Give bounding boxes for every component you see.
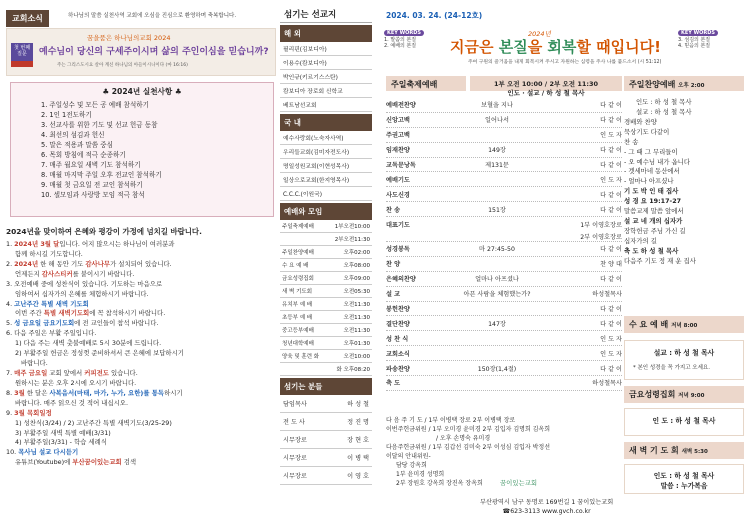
theme-verse: 주여 구원의 즐거움을 내게 회복시켜 주시고 자원하는 심령을 주사 나를 붙드소서 (시 51:12) bbox=[468, 60, 662, 65]
wed-service-box: 설교 : 하 성 철 목사 * 본인 성경을 꼭 가지고 오세요. bbox=[624, 340, 744, 380]
order-row: 파송찬양 150장(1,4절) 다 같 이 bbox=[386, 361, 622, 376]
church-address: 부산광역시 남구 동명로 169번길 1 꿈이있는교회 ☎623-3113 www.gvch.co.kr bbox=[480, 499, 614, 516]
order-row: 결단찬양 147장 다 같 이 bbox=[386, 316, 622, 331]
news-item-9-1: 1) 성찬식(3/24) / 2) 고난주간 특별 새벽기도(3/25-29) bbox=[15, 418, 172, 427]
wed-service-title: 수 요 예 배 저녁 8:00 bbox=[624, 316, 744, 333]
praise-order: 인도 : 하 성 철 목사 설교 : 하 성 철 목사 경배와 찬양 묵상기도 다같이 찬 송 - 그 때 그 무리들이 - 오 예수님 내가 옵니다 - 겟세마네 동산에서 - 얼마나 아프셨나 기 도 박 인 태 집사 성 경 요 19:17-27 말씀교제 말씀 앞에서 설 교 네 개의 십자가 장학헌금 주님 가신 길 십자가의 길 축 도 하 성 철 목사 다음주 기도 정 재 운 집사 bbox=[624, 98, 696, 265]
worship-row: 중고등부예배 오전11:30 bbox=[280, 324, 372, 337]
mission-item: 일상으로교회(한지영목사) bbox=[280, 173, 372, 187]
worship-header: 예배와 모임 bbox=[280, 203, 372, 220]
news-item-6-2-cont: 바랍니다. bbox=[21, 359, 48, 368]
order-row: 성경봉독 마 27:45-50 다 같 이 bbox=[386, 242, 622, 257]
worship-row: 주일찬양예배 오후02:00 bbox=[280, 246, 372, 259]
practice-box bbox=[10, 82, 274, 217]
mission-item: 필리핀(김보디아) bbox=[280, 42, 372, 56]
worship-row: 청년대학예배 오후01:30 bbox=[280, 337, 372, 350]
banner-verse: 주는 그리스도시요 살아 계신 하나님의 아들이시니이다 (마 16:16) bbox=[57, 63, 188, 68]
news-item-6-1: 1) 다음 주는 새벽 춧불예배로 5시 30분에 드립니다. bbox=[15, 339, 162, 348]
order-row: 설 교 아픈 사람을 체험했는가? 하성철목사 bbox=[386, 287, 622, 302]
theme-year: 2024년 bbox=[528, 30, 551, 38]
mission-item: C.C.C.(이원국) bbox=[280, 187, 372, 201]
main-service-time: 1부 오전 10:00 / 2부 오전 11:30 bbox=[470, 76, 622, 91]
practice-item: 1. 주일성수 및 모든 공 예배 참석하기 bbox=[41, 101, 150, 109]
church-logo: 꿈이있는교회 bbox=[500, 479, 538, 487]
server-row: 전 도 사 정 진 명 bbox=[280, 413, 372, 431]
bulletin-panel bbox=[380, 4, 746, 526]
keywords-left: KEY WORDS 1. 말씀의 본질 2. 예배의 본질 bbox=[384, 30, 424, 50]
question-banner bbox=[6, 28, 276, 76]
worship-row: 화 오후08:20 bbox=[280, 363, 372, 376]
practice-item: 3. 선교사를 위한 기도 및 선교 헌금 동참 bbox=[41, 121, 158, 130]
order-row: 교독문낭독 제131문 다 같 이 bbox=[386, 158, 622, 173]
server-row: 담임목사 하 성 철 bbox=[280, 395, 372, 413]
news-item-10-cont: 유튜브(Youtube)에 부산꿈이있는교회 검색 bbox=[15, 458, 137, 467]
practice-item: 9. 매월 첫 금요일 전 교인 참석하기 bbox=[41, 181, 143, 190]
mission-column bbox=[280, 6, 372, 526]
news-panel bbox=[6, 6, 276, 526]
news-item-3: 3. 오전예배 중에 성찬식이 있습니다. 기도하는 마음으로 bbox=[6, 279, 163, 288]
mission-item: 베트남선교회 bbox=[280, 98, 372, 112]
news-item-10: 10. 목사님 설교 다시듣기 bbox=[6, 448, 79, 457]
order-row: 찬 송 151장 다 같 이 bbox=[386, 202, 622, 217]
fri-service-title: 금요성령집회 저녁 9:00 bbox=[624, 386, 744, 403]
practice-item: 4. 최선의 섬김과 헌신 bbox=[41, 131, 105, 140]
banner-tag: 첫 번째 질문 bbox=[11, 43, 33, 61]
news-heading: 2024년을 맞이하여 은혜와 평강이 가정에 넘치길 바랍니다. bbox=[6, 227, 202, 236]
news-item-9: 9. 3월 목회일정 bbox=[6, 408, 52, 417]
news-item-4-cont: 이번 주간 특별 새벽기도회에 꼭 참석하시기 바랍니다. bbox=[15, 309, 166, 318]
news-item-6: 6. 다음 주일은 부활 주일입니다. bbox=[6, 329, 97, 338]
news-item-7: 7. 매주 금요일 교회 앞에서 커피전도 있습니다. bbox=[6, 368, 138, 377]
order-row: 예배전찬양 보혈을 지나 다 같 이 bbox=[386, 98, 622, 113]
server-row: 시무장로 장 현 호 bbox=[280, 431, 372, 449]
mission-item: 우리들교회(김미자전도사) bbox=[280, 145, 372, 159]
mission-item: 캄보디아 장로회 신학교 bbox=[280, 84, 372, 98]
main-service-title: 주일축제예배 bbox=[386, 76, 466, 91]
practice-item: 5. 말은 적용과 말씀 중심 bbox=[41, 141, 114, 150]
news-header: 교회소식 bbox=[6, 10, 49, 27]
domestic-header: 국 내 bbox=[280, 114, 372, 131]
order-row: 봉헌찬양 다 같 이 bbox=[386, 302, 622, 317]
news-item-9-2: 3) 부활주일 새벽 특별 예배(3/31) bbox=[15, 428, 111, 437]
order-row: 신앙고백 일어나서 다 같 이 bbox=[386, 113, 622, 128]
news-item-8-cont: 바랍니다. 매주 읽으신 것 적어 내십시오. bbox=[15, 398, 128, 407]
dawn-service-box: 인도 : 하 성 철 목사 말씀 : 누가복음 bbox=[624, 464, 744, 494]
banner-top: 꿈을품은 하나님의교회 2024 bbox=[87, 34, 171, 42]
worship-row: 유치부 예 배 오전11:30 bbox=[280, 298, 372, 311]
next-week-info: 다 음 주 기 도 / 1부 이병택 장로 2부 이병택 장로 이번주헌금위원 / 1부 오미경 윤미경 2부 김입자 김명희 김옥희 / 오후 손명숙 유미경 다음주헌금위원 / 1부 김갑선 김미숙 2부 이성심 김입자 박정선 이달의 안내위원- 담당 강옥희 1부 윤미경 성명희 2부 장원호 강옥희 장진옥 장옥희 bbox=[386, 417, 551, 487]
worship-row: 주일축제예배 1부오전10:00 bbox=[280, 220, 372, 233]
worship-row: 금요성령집회 오후09:00 bbox=[280, 272, 372, 285]
praise-service-title: 주일찬양예배 오후 2:00 bbox=[624, 76, 744, 91]
worship-row: 양육 및 훈련 화 오전10:00 bbox=[280, 350, 372, 363]
mission-item: 명일성원교회(이현성목사) bbox=[280, 159, 372, 173]
bulletin-date: 2024. 03. 24. (24-12호) bbox=[386, 11, 483, 20]
news-item-9-3: 4) 부활주일(3/31) - 학습 세례식 bbox=[15, 438, 107, 447]
order-row: 성 찬 식 인 도 자 bbox=[386, 331, 622, 346]
order-row: 은혜의찬양 얼마나 아프셨나 다 같 이 bbox=[386, 272, 622, 287]
practice-item: 6. 목회 방침에 적극 순종하기 bbox=[41, 151, 126, 160]
news-list bbox=[6, 226, 276, 468]
server-row: 시무장로 이 영 호 bbox=[280, 467, 372, 485]
fri-service-box: 인 도 : 하 성 철 목사 bbox=[624, 408, 744, 436]
servers-header: 섬기는 분들 bbox=[280, 378, 372, 395]
worship-row: 새 벽 기도회 오전05:30 bbox=[280, 285, 372, 298]
worship-row: 2부오전11:30 bbox=[280, 233, 372, 246]
practice-title: ♣ 2024년 실천사항 ♣ bbox=[102, 87, 182, 96]
order-row: 예배기도 인 도 자 bbox=[386, 172, 622, 187]
banner-tag-accent bbox=[11, 61, 33, 67]
worship-row: 초등부 예 배 오전11:30 bbox=[280, 311, 372, 324]
news-item-8: 8. 3월 한 달은 사복음서(마태, 마가, 누가, 요한)를 통독하시기 bbox=[6, 388, 183, 397]
overseas-header: 해 외 bbox=[280, 25, 372, 42]
order-row: 대표기도 1부 이영호장로 bbox=[386, 222, 622, 230]
order-row: 교회소식 인 도 자 bbox=[386, 346, 622, 361]
news-item-4: 4. 고난주간 특별 새벽 기도회 bbox=[6, 299, 89, 308]
practice-list bbox=[39, 100, 273, 200]
news-item-5: 5. 성 금요일 금요기도회에 전 교인들이 참석 바랍니다. bbox=[6, 319, 159, 328]
practice-item: 8. 매월 마지막 주일 오후 전교인 참석하기 bbox=[41, 171, 162, 180]
practice-item: 10. 셀모임과 사랑방 모임 적극 참석 bbox=[41, 191, 145, 200]
main-service-lead: 인도 · 설교 / 하 성 철 목사 bbox=[507, 89, 585, 97]
mission-item: 예수사랑회(노숙자사역) bbox=[280, 131, 372, 145]
order-list bbox=[386, 98, 622, 391]
news-item-7-cont: 원하시는 분은 오후 2시에 오시기 바랍니다. bbox=[15, 378, 137, 387]
theme-title: 지금은 본질을 회복할 때입니다! bbox=[450, 38, 661, 56]
news-item-3-cont: 임하여서 십자가의 은혜를 체험하시기 바랍니다. bbox=[15, 289, 149, 298]
news-item-6-2: 2) 부활주일 헌금은 정성껏 준비하셔서 큰 은혜에 보답하시기 bbox=[15, 349, 184, 358]
order-row: 사도신경 다 같 이 bbox=[386, 187, 622, 202]
order-row: 2부 이영호장로 bbox=[386, 232, 622, 242]
keywords-right: KEY WORDS 3. 섬김의 본질 4. 믿음의 본질 bbox=[678, 30, 718, 50]
mission-title: 섬기는 선교지 bbox=[280, 6, 372, 23]
mission-item: 이용수(캄보디아) bbox=[280, 56, 372, 70]
mission-item: 박인규(키르기스스탄) bbox=[280, 70, 372, 84]
welcome-text: 하나님의 말씀 실천사역 교회에 오심을 진심으로 환영하며 축복합니다. bbox=[68, 13, 237, 19]
banner-question: 예수님이 당신의 구세주이시며 삶의 주인이심을 믿습니까? bbox=[39, 47, 269, 57]
news-item-2: 2. 2024년 한 해 동안 기도 감사나무가 설치되어 있습니다. bbox=[6, 259, 172, 268]
server-row: 시무장로 이 병 택 bbox=[280, 449, 372, 467]
worship-row: 수 요 예 배 오후08:00 bbox=[280, 259, 372, 272]
order-row: 축 도 하성철목사 bbox=[386, 376, 622, 391]
news-item-1: 1. 2024년 3월 달입니다. 어지 많으시는 하나님이 여러분과 bbox=[6, 240, 175, 248]
dawn-service-title: 새 벽 기 도 회 새벽 5:30 bbox=[624, 442, 744, 459]
news-item-2-cont: 언제든지 감사스티커를 붙이시기 바랍니다. bbox=[15, 269, 135, 278]
order-row: 주권고백 인 도 자 bbox=[386, 128, 622, 143]
news-item-1-cont: 함께 하시길 기도합니다. bbox=[15, 249, 83, 258]
order-row: 임재찬양 149장 다 같 이 bbox=[386, 143, 622, 158]
order-row: 찬 양 찬 양 대 bbox=[386, 257, 622, 272]
practice-item: 2. 1인 1전도하기 bbox=[41, 111, 92, 120]
practice-item: 7. 매주 월요일 새벽 기도 참석하기 bbox=[41, 161, 141, 170]
